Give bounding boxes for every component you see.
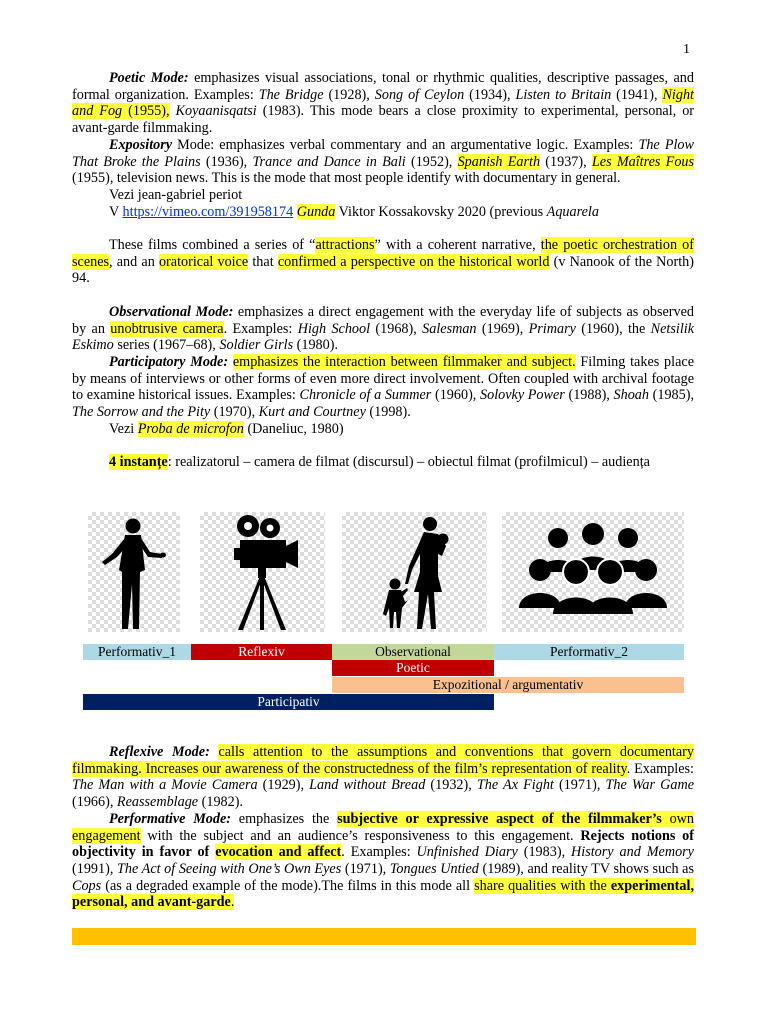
instances-image-row bbox=[0, 512, 768, 632]
highlight-evocation: evocation and affect bbox=[215, 844, 342, 861]
bar-reflexiv: Reflexiv bbox=[191, 644, 332, 660]
observational-mode-label: Observational Mode: bbox=[109, 303, 234, 320]
highlight-interaction: emphasizes the interaction between filmmaker and subject. bbox=[232, 353, 576, 370]
bar-poetic: Poetic bbox=[332, 660, 494, 676]
page-number: 1 bbox=[683, 42, 690, 57]
participatory-mode-label: Participatory Mode: bbox=[109, 353, 229, 370]
presenter-silhouette-icon bbox=[88, 512, 180, 632]
poetic-mode-paragraph: Poetic Mode: emphasizes visual associations, tonal or rhythmic qualities, descriptive passages, and formal organization. Examples: The Bridge (1928), Song of Ceylon (1934), Listen to Britain (1941), Night and Fog (1955), Koyaanisqatsi (1983). This mode bears a close proximity to experimental, personal, or avant-garde filmmaking. bbox=[72, 70, 695, 137]
highlight-own-engagement: own engagement bbox=[72, 810, 695, 844]
body-text-top bbox=[72, 70, 694, 471]
highlight-4-instante: 4 instanțe bbox=[109, 454, 168, 471]
vimeo-line: V https://vimeo.com/391958174 Gunda Viktor Kossakovsky 2020 (previous Aquarela bbox=[109, 203, 599, 220]
highlight-attractions: attractions bbox=[315, 237, 375, 254]
participatory-mode-paragraph: Participatory Mode: emphasizes the interaction between filmmaker and subject. Filming takes place by means of interviews or other forms of even more direct involvement. Often coupled with archival footage to examine historical issues. Examples: Chronicle of a Summer (1960), Solovky Power (1988), Shoah (1985), The Sorrow and the Pity (1970), Kurt and Courtney (1998). bbox=[72, 353, 694, 421]
highlight-share-qualities: share qualities with the experimental, personal, and avant-garde. bbox=[72, 877, 694, 911]
performative-mode-label: Performative Mode: bbox=[109, 810, 232, 827]
bar-expozitional: Expozitional / argumentativ bbox=[332, 677, 684, 693]
highlight-gunda: Gunda bbox=[296, 203, 336, 220]
attractions-paragraph: These films combined a series of “attractions” with a coherent narrative, the poetic orchestration of scenes, and an oratorical voice that confirmed a perspective on the historical world (v Nanook of the North) 94. bbox=[72, 237, 694, 287]
film-camera-image bbox=[200, 512, 325, 632]
mother-and-children-icon bbox=[342, 512, 487, 632]
film-camera-icon bbox=[200, 512, 325, 632]
vezi-periot-line: Vezi jean-gabriel periot bbox=[109, 186, 243, 203]
reflexive-mode-paragraph: Reflexive Mode: calls attention to the assumptions and conventions that govern documentary filmmaking. Increases our awareness of the constructedness of the film’s representation of reality. Examples: The Man with a Movie Camera (1929), Land without Bread (1932), The Ax Fight (1971), The War Game (1966), Reassemblage (1982). bbox=[72, 744, 695, 811]
highlight-reflexive: calls attention to the assumptions and conventions that govern documentary filmmaking. Increases our awareness of the constructedness of the film’s representation of reality bbox=[72, 744, 694, 777]
highlight-unobtrusive-camera: unobtrusive camera bbox=[110, 320, 224, 337]
performative-mode-paragraph: Performative Mode: emphasizes the subjective or expressive aspect of the filmmaker’s own engagement with the subject and an audience’s responsiveness to this engagement. Rejects notions of objectivity in favor of evocation and affect. Examples: Unfinished Diary (1983), History and Memory (1991), The Act of Seeing with One’s Own Eyes (1971), Tongues Untied (1989), and reality TV shows such as Cops (as a degraded example of the mode).The films in this mode all share qualities with the experimental, personal, and avant-garde. bbox=[72, 810, 695, 911]
observational-mode-paragraph: Observational Mode: emphasizes a direct engagement with the everyday life of subjects as observed by an unobtrusive camera. Examples: High School (1968), Salesman (1969), Primary (1960), the Netsilik Eskimo series (1967–68), Soldier Girls (1980). bbox=[72, 303, 695, 354]
poetic-mode-label: Poetic Mode: bbox=[109, 70, 189, 86]
highlight-les-maitres-fous: Les Maîtres Fous bbox=[591, 153, 695, 170]
bar-participativ: Participativ bbox=[83, 694, 494, 710]
family-image bbox=[342, 512, 487, 632]
audience-image bbox=[502, 512, 684, 632]
bar-performativ-2: Performativ_2 bbox=[494, 644, 684, 660]
audience-group-icon bbox=[502, 512, 684, 632]
bar-performativ-1: Performativ_1 bbox=[83, 644, 191, 660]
reflexive-mode-label: Reflexive Mode: bbox=[109, 744, 210, 760]
highlight-subjective: subjective or expressive aspect of the filmmaker’s bbox=[337, 810, 662, 827]
highlight-proba-de-microfon: Proba de microfon bbox=[137, 420, 244, 437]
vezi-proba-line: Vezi Proba de microfon (Daneliuc, 1980) bbox=[109, 420, 344, 437]
presenter-image bbox=[88, 512, 180, 632]
expository-mode-label: Expository bbox=[109, 136, 173, 153]
instante-paragraph: 4 instanțe: realizatorul – camera de filmat (discursul) – obiectul filmat (profilmicul) – audiența bbox=[109, 454, 650, 471]
vimeo-link[interactable]: https://vimeo.com/391958174 bbox=[122, 203, 294, 220]
highlight-night-and-fog: Night and Fog (1955), bbox=[72, 86, 695, 120]
highlight-historical-world: confirmed a perspective on the historical world bbox=[277, 253, 550, 270]
highlight-poetic-orchestration: the poetic orchestration of scenes bbox=[72, 237, 694, 270]
expository-mode-paragraph: Expository Mode: emphasizes verbal commentary and an argumentative logic. Examples: The Plow That Broke the Plains (1936), Trance and Dance in Bali (1952), Spanish Earth (1937), Les Maîtres Fous (1955), television news. This is the mode that most people identify with documentary in general. bbox=[72, 136, 695, 187]
footer-bar bbox=[72, 928, 696, 945]
highlight-oratorical-voice: oratorical voice bbox=[158, 253, 249, 270]
bar-observational: Observational bbox=[332, 644, 494, 660]
highlight-spanish-earth: Spanish Earth bbox=[457, 153, 541, 170]
body-text-bottom bbox=[72, 744, 694, 911]
